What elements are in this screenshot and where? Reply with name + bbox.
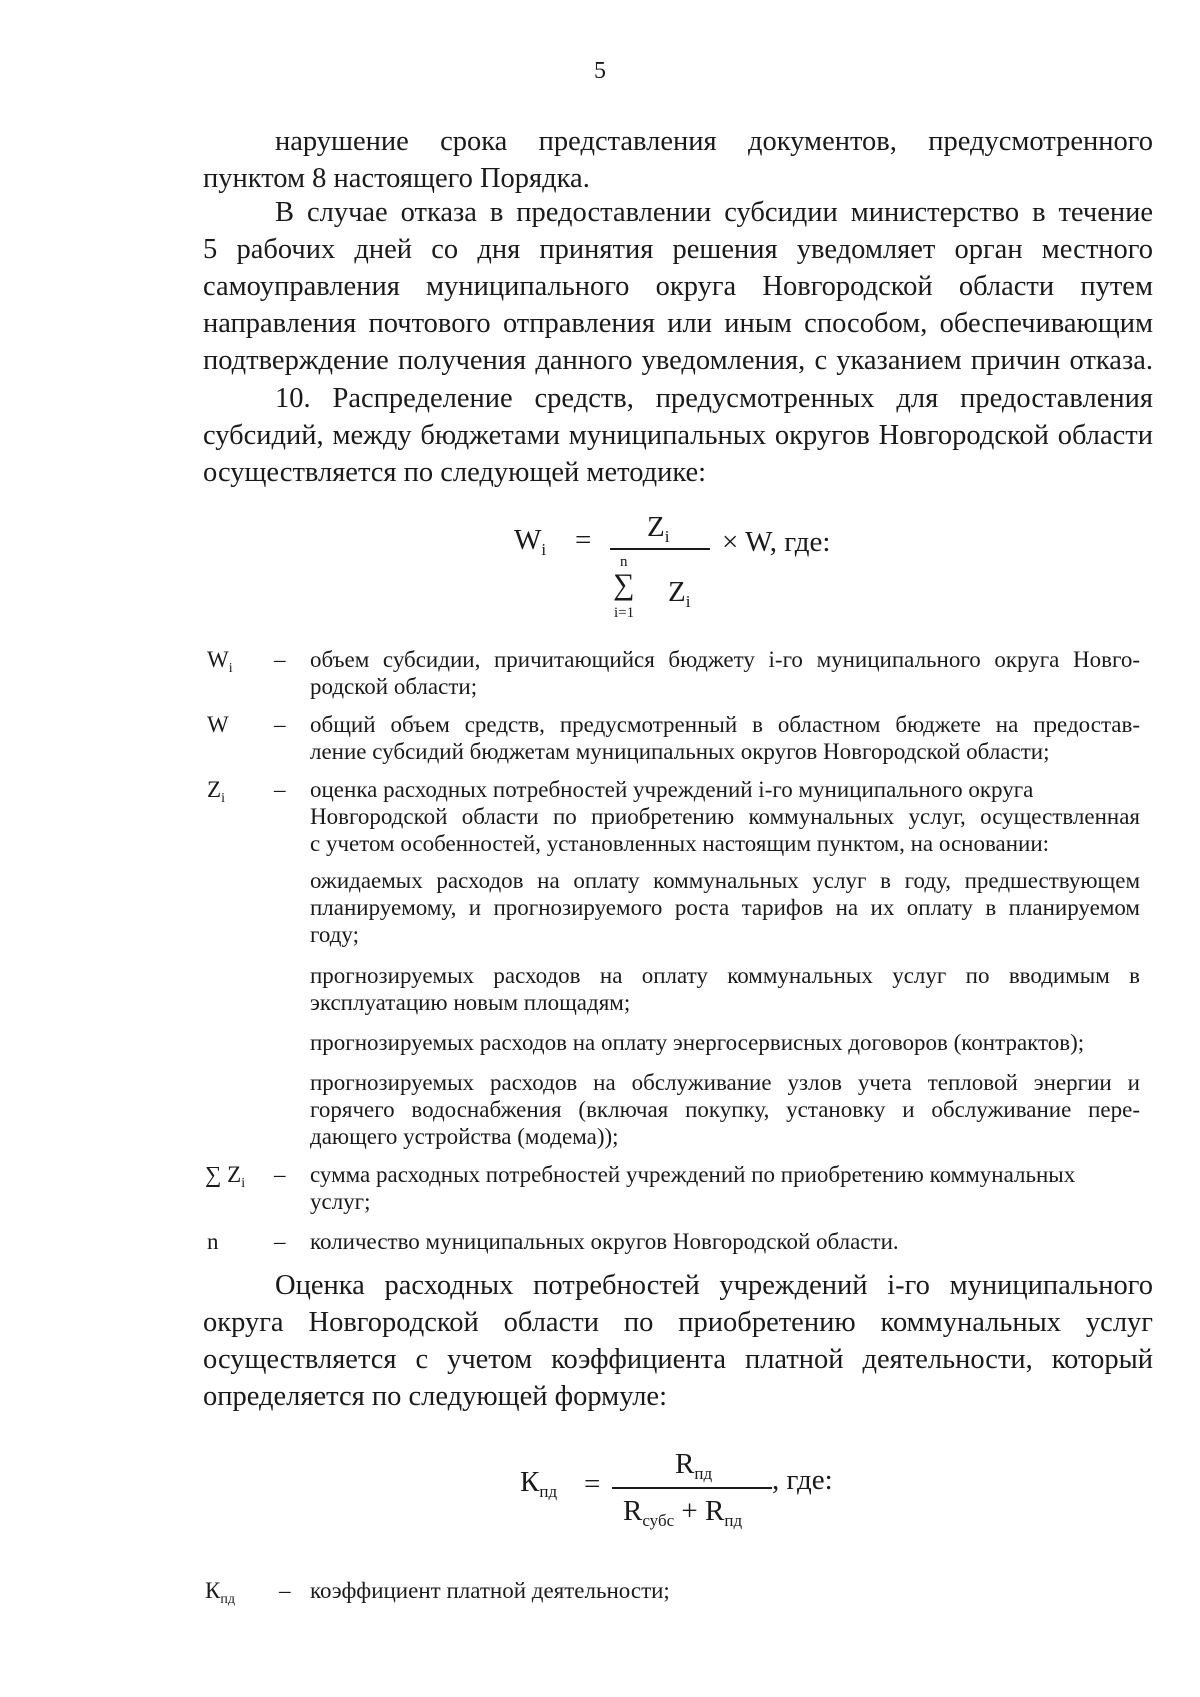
p2-line-2: 5 рабочих дней со дня принятия решения уведомляет орган местного — [203, 234, 1153, 265]
def-dash: – — [274, 1162, 286, 1187]
p1-line-1: нарушение срока представления документов, предусмотренного — [275, 126, 1153, 157]
p1-line-2: пунктом 8 настоящего Порядка. — [203, 163, 590, 194]
p3-line-1: 10. Распределение средств, предусмотренных для предоставления — [275, 383, 1153, 414]
sigma-icon: ∑ — [613, 568, 635, 601]
sub-item-1: ожидаемых расходов на оплату коммунальных услуг в году, предшествующем планируемому, и прогнозируемого роста тарифов на их оплату в планируемом году; — [310, 868, 1140, 947]
formula1-sum-bottom: i=1 — [614, 605, 635, 621]
sub-item-2: прогнозируемых расходов на оплату коммунальных услуг по вводимым в эксплуатацию новым площадям; — [310, 963, 1140, 1015]
formula1-sum-top: n — [620, 554, 628, 570]
formula2-denominator: $R_{субс} + R_{пд}$ — [623, 1495, 743, 1530]
p2-line-3: самоуправления муниципального округа Новгородской области путем — [203, 271, 1153, 302]
sub-item-3: прогнозируемых расходов на оплату энергосервисных договоров (контрактов); — [310, 1030, 1085, 1055]
formula2-tail: , где: — [772, 1464, 833, 1496]
p4-line-1: Оценка расходных потребностей учреждений i-го муниципального — [275, 1270, 1153, 1301]
def-symbol: $Z_i$ — [207, 777, 225, 806]
p2-line-1: В случае отказа в предоставлении субсидии министерство в течение — [275, 197, 1153, 228]
def-symbol: ∑ $Z_i$ — [205, 1162, 246, 1191]
formula1-equals: = — [575, 524, 592, 556]
formula2-equals: = — [584, 1468, 601, 1500]
page-number: 5 — [594, 58, 606, 84]
formula1-tail: × W, где: — [722, 526, 831, 558]
p4-line-3: осуществляется с учетом коэффициента платной деятельности, который — [203, 1344, 1153, 1375]
def-text: количество муниципальных округов Новгородской области. — [310, 1229, 899, 1254]
p4-line-2: округа Новгородской области по приобретению коммунальных услуг — [203, 1307, 1153, 1338]
formula1-fraction-bar — [610, 548, 710, 550]
def-text: оценка расходных потребностей учреждений i-го муниципального округа Новгородской области по приобретению коммунальных услуг, осуществленная с учетом особенностей, установленных настоящим пунктом, на основании: — [310, 777, 1140, 856]
p3-line-3: осуществляется по следующей методике: — [203, 457, 707, 488]
def-dash: – — [279, 1578, 291, 1603]
p2-line-4: направления почтового отправления или иным способом, обеспечивающим — [203, 308, 1153, 339]
p4-line-4: определяется по следующей формуле: — [203, 1381, 667, 1412]
def-text: коэффициент платной деятельности; — [310, 1578, 670, 1603]
def-symbol: $К_{пд}$ — [205, 1578, 235, 1607]
def-dash: – — [274, 1229, 286, 1254]
def-text: сумма расходных потребностей учреждений по приобретению коммунальных услуг; — [310, 1162, 1076, 1214]
formula1-lhs: $W_i$ — [514, 524, 547, 559]
def-symbol: n — [207, 1229, 219, 1254]
def-symbol: $W_i$ — [207, 647, 233, 676]
formula2-lhs: $К_{пд}$ — [520, 1466, 558, 1501]
p3-line-2: субсидий, между бюджетами муниципальных округов Новгородской области — [203, 420, 1153, 451]
p2-line-5: подтверждение получения данного уведомления, с указанием причин отказа. — [203, 345, 1153, 376]
def-symbol: W — [207, 712, 229, 737]
def-text: объем субсидии, причитающийся бюджету i-го муниципального округа Новго- родской области; — [310, 647, 1140, 699]
formula1-denominator: $Z_i$ — [668, 576, 691, 611]
formula2-numerator: $R_{пд}$ — [675, 1448, 713, 1483]
formula2-fraction-bar — [612, 1487, 772, 1489]
def-dash: – — [274, 712, 286, 737]
def-text: общий объем средств, предусмотренный в областном бюджете на предостав- ление субсидий бюджетам муниципальных округов Новгородской области; — [310, 712, 1140, 764]
def-dash: – — [274, 777, 286, 802]
def-dash: – — [274, 647, 286, 672]
formula1-numerator: $Z_i$ — [647, 511, 670, 546]
sub-item-4: прогнозируемых расходов на обслуживание узлов учета тепловой энергии и горячего водоснабжения (включая покупку, установку и обслуживание пере- дающего устройства (модема)); — [310, 1070, 1140, 1149]
